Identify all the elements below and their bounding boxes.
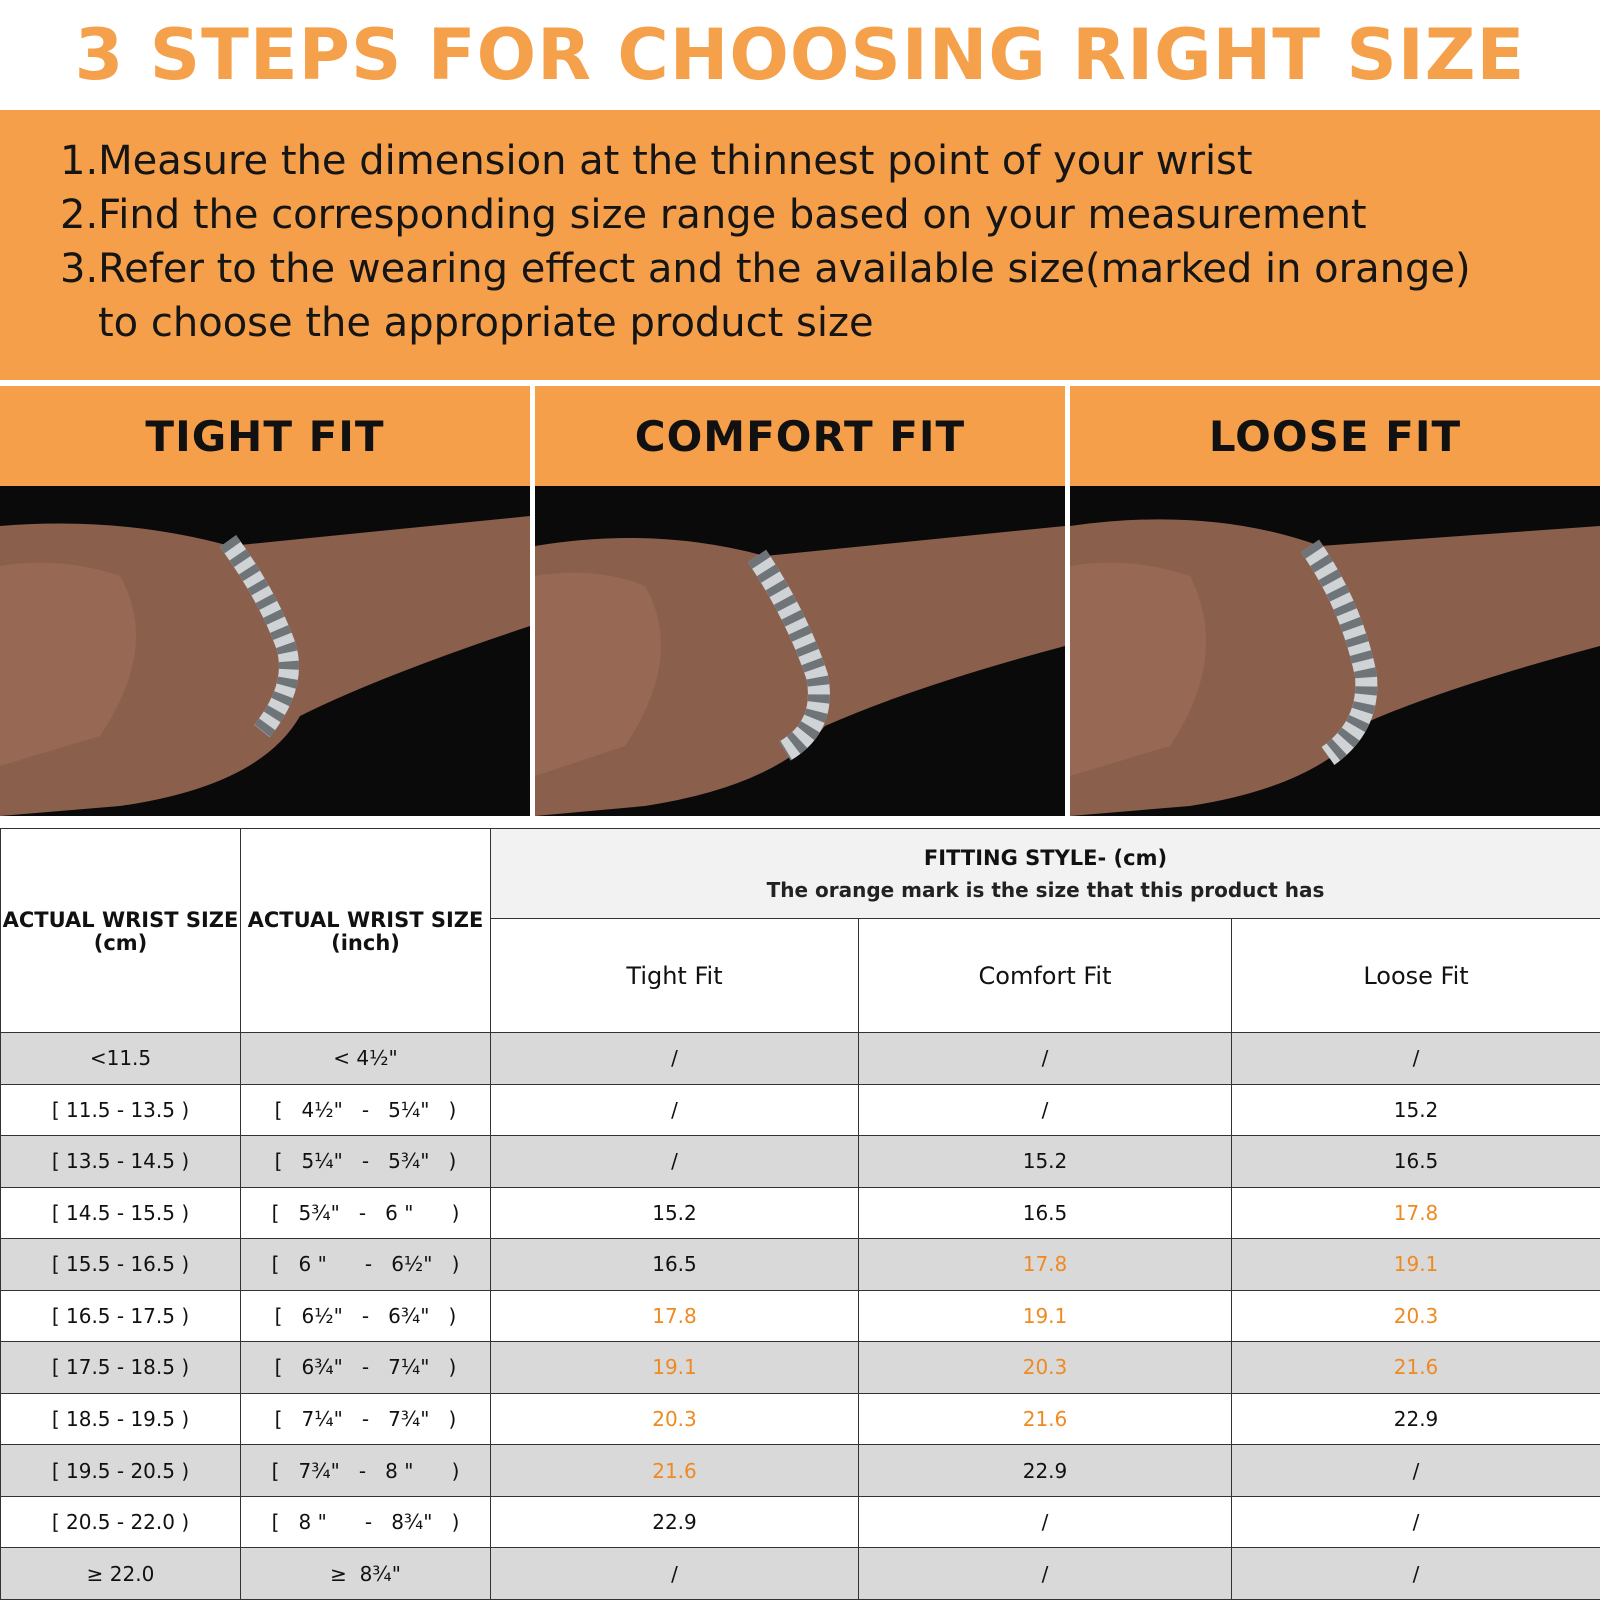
loose-fit-cell: 21.6: [1232, 1342, 1600, 1394]
table-row: [1, 1187, 1600, 1239]
wrist-cm-cell: [ 13.5 - 14.5 ): [1, 1136, 241, 1188]
wrist-cm-cell: <11.5: [1, 1033, 241, 1085]
table-row: [1, 1033, 1600, 1085]
wrist-inch-cell: [ 6 " - 6½" ): [241, 1239, 491, 1291]
tight-fit-cell: 15.2: [491, 1187, 859, 1239]
table-row: [1, 1136, 1600, 1188]
comfort-fit-cell: /: [859, 1496, 1232, 1548]
wrist-inch-cell: [ 5¼" - 5¾" ): [241, 1136, 491, 1188]
step-2: 2.Find the corresponding size range based on your measurement: [60, 192, 1367, 238]
comfort-fit-cell: 22.9: [859, 1445, 1232, 1497]
bracelet-comfort-photo: [535, 486, 1065, 816]
bracelet-loose-photo: [1070, 486, 1600, 816]
wrist-cm-cell: [ 17.5 - 18.5 ): [1, 1342, 241, 1394]
tight-fit-cell: /: [491, 1548, 859, 1600]
table-row: [1, 1239, 1600, 1291]
step-3: 3.Refer to the wearing effect and the available size(marked in orange): [60, 246, 1471, 292]
wrist-inch-cell: [ 5¾" - 6 " ): [241, 1187, 491, 1239]
page-title: 3 STEPS FOR CHOOSING RIGHT SIZE: [74, 14, 1526, 96]
loose-fit-label: LOOSE FIT: [1070, 386, 1600, 486]
comfort-fit-cell: /: [859, 1033, 1232, 1085]
loose-fit-panel: [1070, 386, 1600, 816]
tight-fit-cell: 20.3: [491, 1393, 859, 1445]
header-wrist-inch: ACTUAL WRIST SIZE (inch): [241, 829, 491, 1033]
wrist-cm-cell: [ 19.5 - 20.5 ): [1, 1445, 241, 1497]
loose-fit-cell: /: [1232, 1033, 1600, 1085]
table-row: [1, 1290, 1600, 1342]
wrist-inch-cell: [ 4½" - 5¼" ): [241, 1084, 491, 1136]
comfort-fit-cell: 21.6: [859, 1393, 1232, 1445]
step-3-continued: to choose the appropriate product size: [98, 300, 874, 346]
tight-fit-cell: 22.9: [491, 1496, 859, 1548]
tight-fit-label: TIGHT FIT: [0, 386, 530, 486]
comfort-fit-label: COMFORT FIT: [535, 386, 1065, 486]
tight-fit-cell: /: [491, 1084, 859, 1136]
loose-fit-cell: 15.2: [1232, 1084, 1600, 1136]
wrist-cm-cell: ≥ 22.0: [1, 1548, 241, 1600]
loose-fit-cell: /: [1232, 1445, 1600, 1497]
tight-fit-cell: 21.6: [491, 1445, 859, 1497]
header-fitting-style: FITTING STYLE- (cm) The orange mark is the size that this product has: [491, 829, 1600, 919]
size-table: [0, 828, 1600, 1600]
header-comfort-fit: Comfort Fit: [859, 919, 1232, 1033]
header-loose-fit: Loose Fit: [1232, 919, 1600, 1033]
table-row: [1, 1496, 1600, 1548]
comfort-fit-panel: [535, 386, 1065, 816]
wrist-cm-cell: [ 15.5 - 16.5 ): [1, 1239, 241, 1291]
tight-fit-cell: 17.8: [491, 1290, 859, 1342]
wrist-cm-cell: [ 16.5 - 17.5 ): [1, 1290, 241, 1342]
comfort-fit-cell: /: [859, 1084, 1232, 1136]
wrist-inch-cell: [ 7¾" - 8 " ): [241, 1445, 491, 1497]
fit-examples: [0, 386, 1600, 816]
comfort-fit-cell: 15.2: [859, 1136, 1232, 1188]
wrist-inch-cell: [ 6¾" - 7¼" ): [241, 1342, 491, 1394]
wrist-inch-cell: [ 6½" - 6¾" ): [241, 1290, 491, 1342]
wrist-inch-cell: < 4½": [241, 1033, 491, 1085]
loose-fit-cell: /: [1232, 1548, 1600, 1600]
table-row: [1, 1548, 1600, 1600]
wrist-inch-cell: ≥ 8¾": [241, 1548, 491, 1600]
loose-fit-cell: 20.3: [1232, 1290, 1600, 1342]
wrist-inch-cell: [ 7¼" - 7¾" ): [241, 1393, 491, 1445]
table-row: [1, 1342, 1600, 1394]
comfort-fit-cell: 17.8: [859, 1239, 1232, 1291]
comfort-fit-cell: /: [859, 1548, 1232, 1600]
wrist-cm-cell: [ 14.5 - 15.5 ): [1, 1187, 241, 1239]
tight-fit-cell: /: [491, 1136, 859, 1188]
size-rows: [1, 1033, 1600, 1600]
header-wrist-cm: ACTUAL WRIST SIZE (cm): [1, 829, 241, 1033]
loose-fit-cell: 22.9: [1232, 1393, 1600, 1445]
tight-fit-panel: [0, 386, 530, 816]
table-row: [1, 1393, 1600, 1445]
comfort-fit-cell: 19.1: [859, 1290, 1232, 1342]
wrist-cm-cell: [ 11.5 - 13.5 ): [1, 1084, 241, 1136]
comfort-fit-cell: 20.3: [859, 1342, 1232, 1394]
steps-panel: [0, 110, 1600, 380]
wrist-cm-cell: [ 20.5 - 22.0 ): [1, 1496, 241, 1548]
table-row: [1, 1445, 1600, 1497]
tight-fit-cell: 16.5: [491, 1239, 859, 1291]
wrist-cm-cell: [ 18.5 - 19.5 ): [1, 1393, 241, 1445]
bracelet-tight-photo: [0, 486, 530, 816]
table-row: [1, 1084, 1600, 1136]
loose-fit-cell: /: [1232, 1496, 1600, 1548]
comfort-fit-cell: 16.5: [859, 1187, 1232, 1239]
wrist-inch-cell: [ 8 " - 8¾" ): [241, 1496, 491, 1548]
loose-fit-cell: 19.1: [1232, 1239, 1600, 1291]
loose-fit-cell: 16.5: [1232, 1136, 1600, 1188]
loose-fit-cell: 17.8: [1232, 1187, 1600, 1239]
tight-fit-cell: 19.1: [491, 1342, 859, 1394]
step-1: 1.Measure the dimension at the thinnest point of your wrist: [60, 138, 1253, 184]
tight-fit-cell: /: [491, 1033, 859, 1085]
header-tight-fit: Tight Fit: [491, 919, 859, 1033]
